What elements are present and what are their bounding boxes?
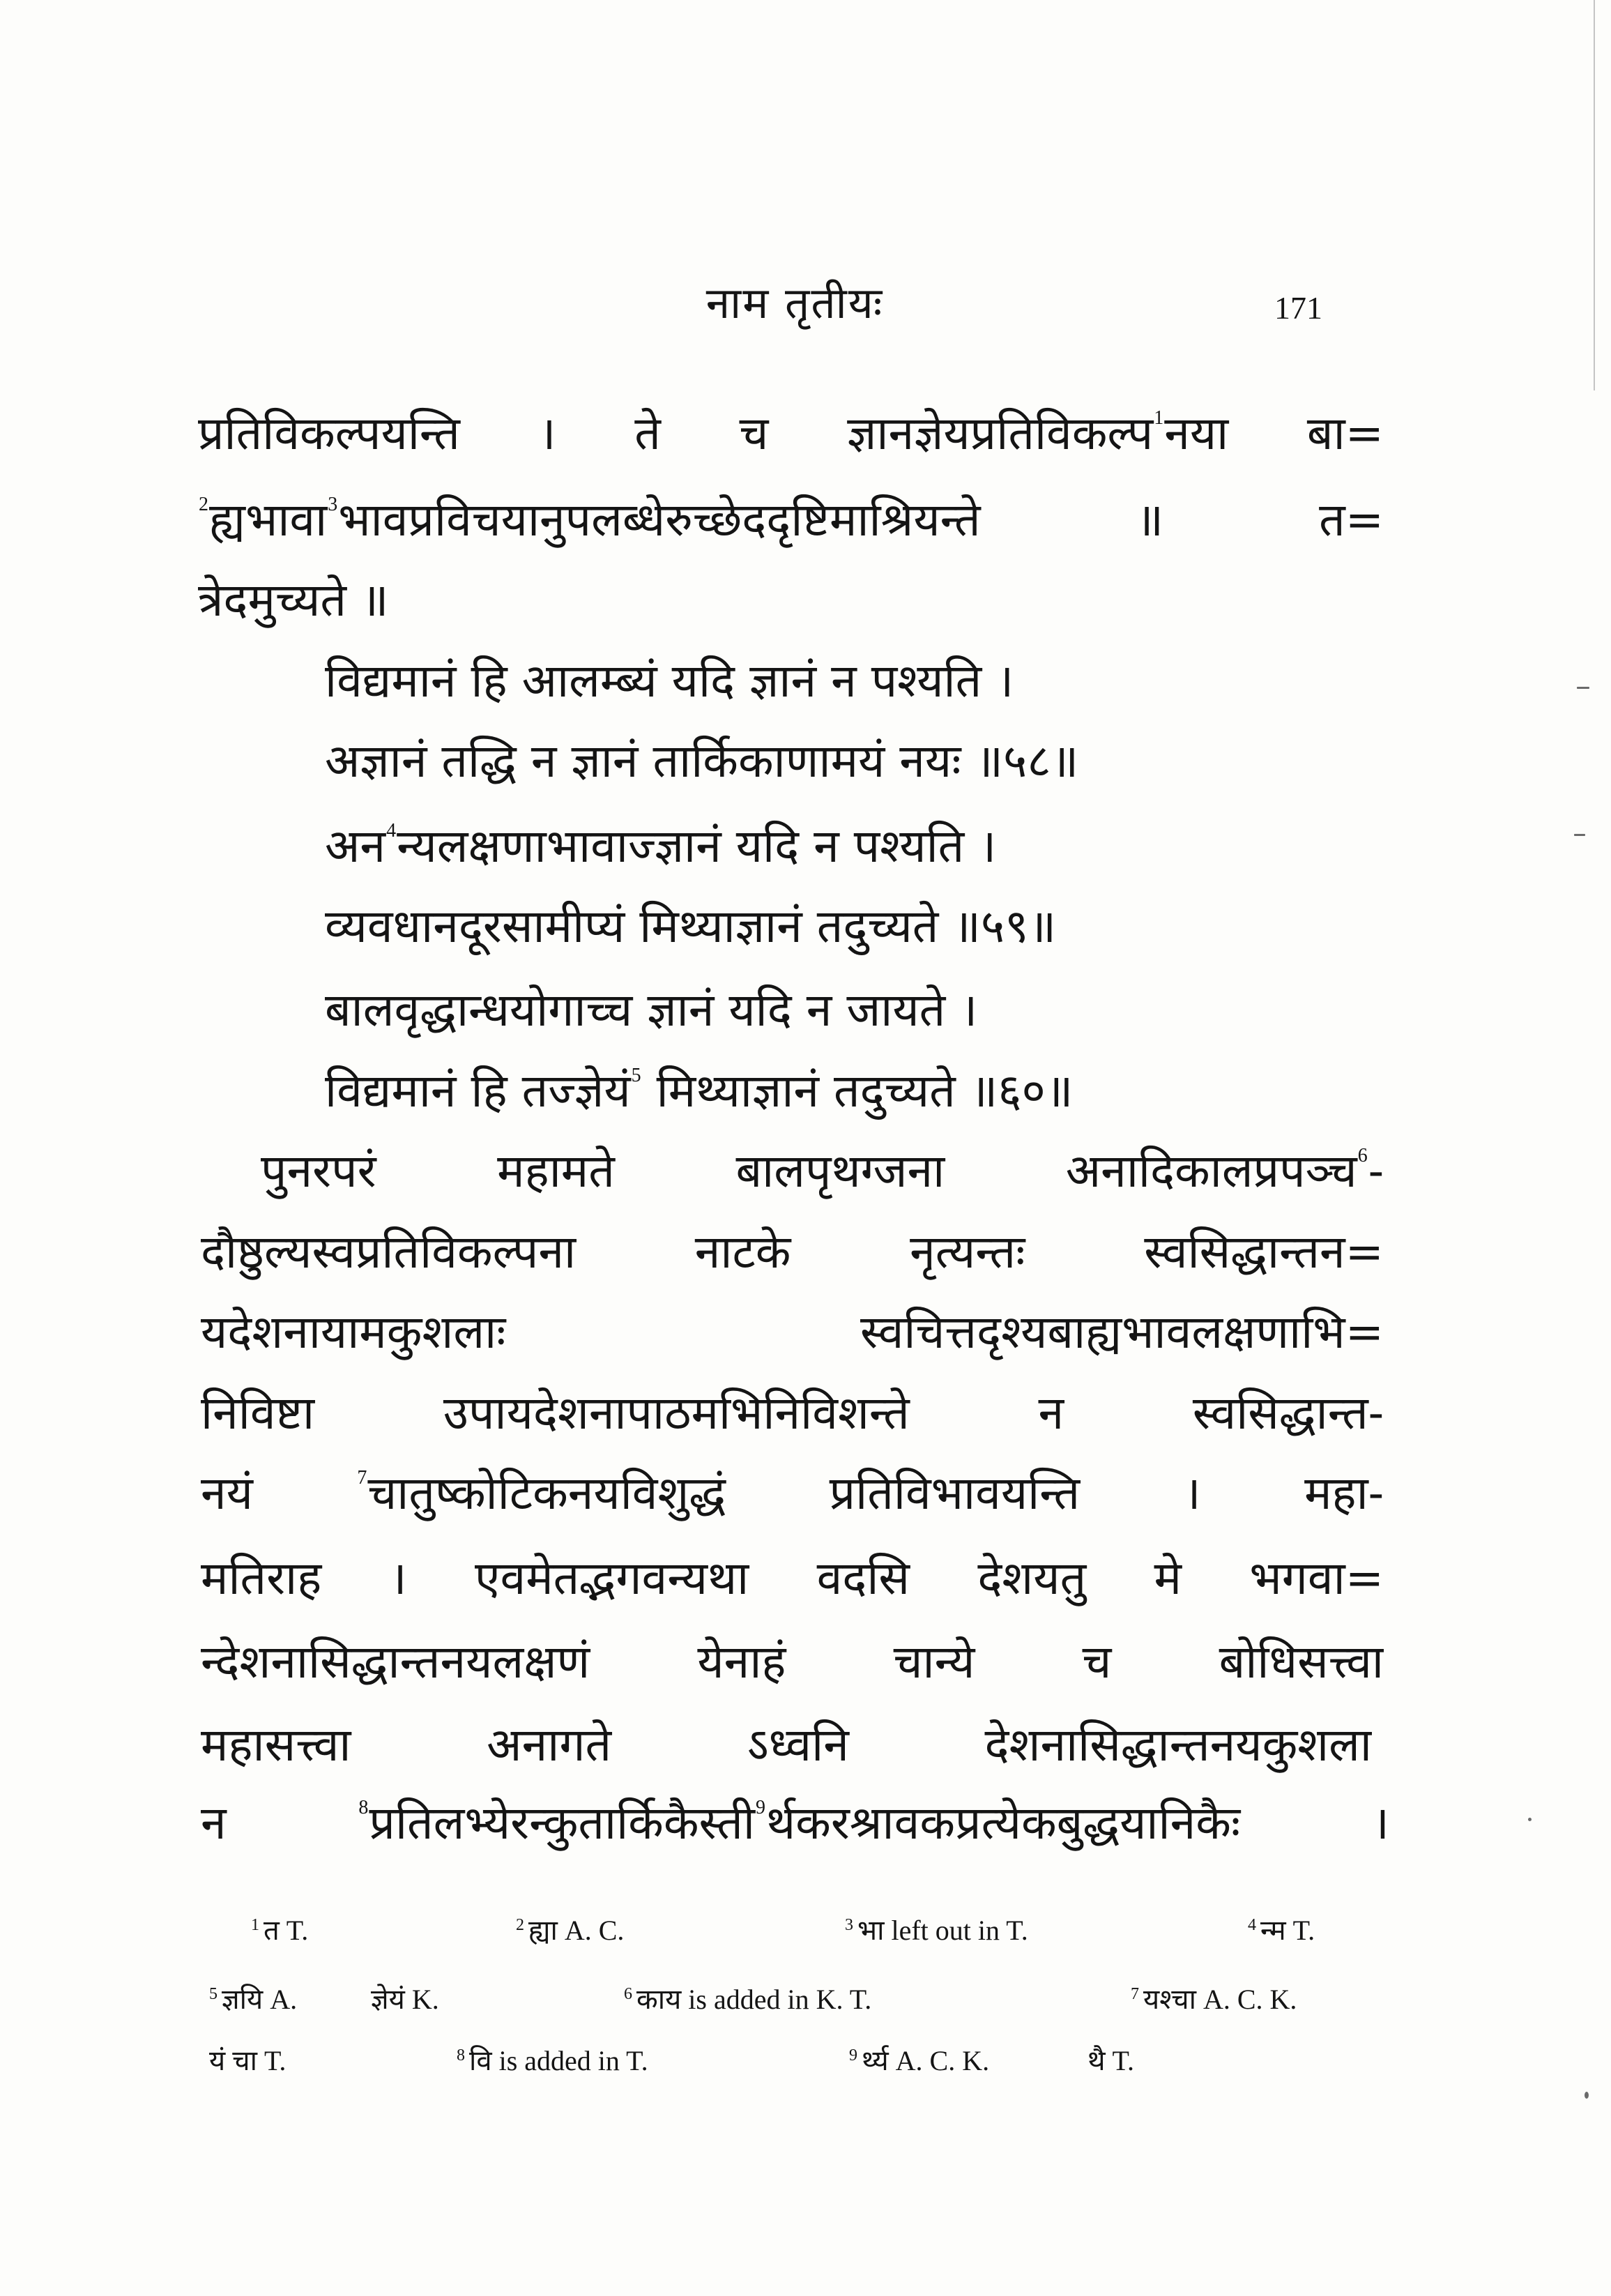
footnote-5-variant	[371, 1982, 439, 2018]
text-line	[201, 1374, 1384, 1452]
footnote-number: 6	[624, 1985, 632, 2003]
footnote-number: 8	[457, 2046, 465, 2065]
scan-speck	[1528, 1818, 1532, 1821]
text-run: न्यलक्षणाभावाज्ज्ञानं यदि न पश्यति ।	[397, 819, 997, 873]
footnote-4	[1248, 1913, 1315, 1949]
footnote-text: ह्या A. C.	[528, 1915, 625, 1946]
text-line	[201, 1293, 1384, 1371]
footnote-marker: 2	[199, 494, 208, 515]
text-line	[198, 395, 1384, 473]
text-run: मतिराह । एवमेतद्भगवन्यथा वदसि देशयतु मे भगवा=	[201, 1551, 1384, 1605]
footnote-number: 3	[845, 1916, 853, 1934]
verse-line	[325, 971, 1371, 1049]
text-run: पुनरपरं महामते बालपृथग्जना अनादिकालप्रपञ्च	[261, 1144, 1357, 1198]
footnote-number: 9	[849, 2046, 857, 2065]
page-number: 171	[1274, 290, 1322, 326]
footnote-text: भा left out in T.	[857, 1915, 1028, 1946]
footnote-9-variant	[1087, 2043, 1134, 2079]
text-run: निविष्टा उपायदेशनापाठमभिनिविशन्ते न स्वसिद्धान्त-	[201, 1386, 1384, 1440]
text-line	[261, 1132, 1384, 1210]
scan-speck	[1585, 2092, 1589, 2099]
text-run: विद्यमानं हि तज्ज्ञेयं	[325, 1064, 631, 1118]
text-line	[201, 1454, 1384, 1533]
footnote-marker: 3	[328, 494, 338, 515]
text-line	[201, 1623, 1384, 1701]
text-run: न्देशनासिद्धान्तनयलक्षणं येनाहं चान्ये च बोधिसत्त्वा	[201, 1635, 1384, 1689]
text-line	[198, 481, 1384, 559]
footnote-number: 5	[209, 1985, 217, 2003]
text-run: महासत्त्वा अनागते ऽध्वनि देशनासिद्धान्तनयकुशला	[201, 1718, 1372, 1772]
text-run: र्थकरश्रावकप्रत्येकबुद्धयानिकैः ।	[765, 1796, 1389, 1850]
footnote-marker: 4	[386, 820, 397, 842]
text-run: यदेशनायामकुशलाः स्वचित्तदृश्यबाह्यभावलक्षणाभि=	[201, 1305, 1384, 1359]
footnote-marker: 7	[357, 1467, 367, 1489]
footnote-text: ज्ञयि A.	[222, 1984, 298, 2015]
footnote-text: त T.	[264, 1915, 309, 1946]
text-run: व्यवधानदूरसामीप्यं मिथ्याज्ञानं तदुच्यते ॥५९॥	[325, 899, 1057, 953]
footnote-text: यं चा T.	[209, 2045, 287, 2076]
footnote-marker: 5	[631, 1065, 641, 1086]
text-run: नयं	[201, 1466, 357, 1520]
footnote-text: ज्ञेयं K.	[371, 1984, 439, 2015]
footnote-text: काय is added in K. T.	[636, 1984, 872, 2015]
text-run: अज्ञानं तद्धि न ज्ञानं तार्किकाणामयं नयः ॥५८॥	[325, 734, 1079, 788]
footnote-text: थै T.	[1087, 2045, 1135, 2076]
text-run: दौष्ठुल्यस्वप्रतिविकल्पना नाटके नृत्यन्तः स्वसिद्धान्तन=	[201, 1225, 1384, 1279]
running-head: नाम तृतीयः	[705, 278, 884, 328]
text-line	[198, 561, 1384, 639]
footnote-marker: 1	[1154, 407, 1164, 429]
text-run: प्रतिविकल्पयन्ति । ते च ज्ञानज्ञेयप्रतिविकल्प	[198, 406, 1154, 460]
scan-edge-line	[1594, 0, 1595, 390]
footnote-marker: 8	[358, 1797, 369, 1818]
text-run: त्रेदमुच्यते ॥	[198, 573, 389, 627]
footnote-7-variant	[209, 2043, 286, 2079]
text-run: न	[201, 1796, 358, 1850]
footnote-3	[845, 1913, 1028, 1949]
text-run: ह्यभावा	[209, 493, 328, 547]
footnote-1	[251, 1913, 308, 1949]
text-line	[201, 1213, 1384, 1291]
footnote-2	[516, 1913, 624, 1949]
scan-speck	[1577, 687, 1589, 689]
footnote-text: र्थ्य A. C. K.	[862, 2045, 990, 2076]
footnote-number: 7	[1131, 1985, 1139, 2003]
text-run: भावप्रविचयानुपलब्धेरुच्छेददृष्टिमाश्रियन्ते ॥ त=	[338, 493, 1384, 547]
text-run: चातुष्कोटिकनयविशुद्धं प्रतिविभावयन्ति । महा-	[367, 1466, 1384, 1520]
text-line	[201, 1784, 1389, 1862]
footnote-text: न्म T.	[1260, 1915, 1315, 1946]
footnote-text: यश्चा A. C. K.	[1143, 1984, 1297, 2015]
scan-speck	[1574, 834, 1585, 836]
text-run: बालवृद्धान्धयोगाच्च ज्ञानं यदि न जायते ।	[325, 983, 978, 1037]
verse-line	[325, 807, 1371, 885]
text-run: विद्यमानं हि आलम्ब्यं यदि ज्ञानं न पश्यति ।	[325, 654, 1014, 708]
footnote-8	[457, 2043, 648, 2079]
footnote-6	[624, 1982, 871, 2018]
footnote-number: 1	[251, 1916, 259, 1934]
verse-line	[325, 722, 1371, 800]
text-line	[201, 1706, 1372, 1784]
footnote-number: 2	[516, 1916, 524, 1934]
text-run: मिथ्याज्ञानं तदुच्यते ॥६०॥	[641, 1064, 1074, 1118]
text-run: नया बा=	[1164, 406, 1384, 460]
footnote-marker: 6	[1357, 1145, 1368, 1166]
footnote-5	[209, 1982, 297, 2018]
footnote-marker: 9	[755, 1797, 765, 1818]
footnote-text: वि is added in T.	[469, 2045, 648, 2076]
footnote-number: 4	[1248, 1916, 1256, 1934]
text-run: प्रतिलभ्येरन्कुतार्किकैस्ती	[369, 1796, 755, 1850]
footnote-7	[1131, 1982, 1297, 2018]
verse-line	[325, 888, 1371, 966]
text-line	[201, 1539, 1384, 1618]
footnote-9	[849, 2043, 989, 2079]
verse-line	[325, 1052, 1371, 1130]
text-run: -	[1368, 1144, 1384, 1198]
text-run: अन	[325, 819, 386, 873]
verse-line	[325, 642, 1371, 720]
